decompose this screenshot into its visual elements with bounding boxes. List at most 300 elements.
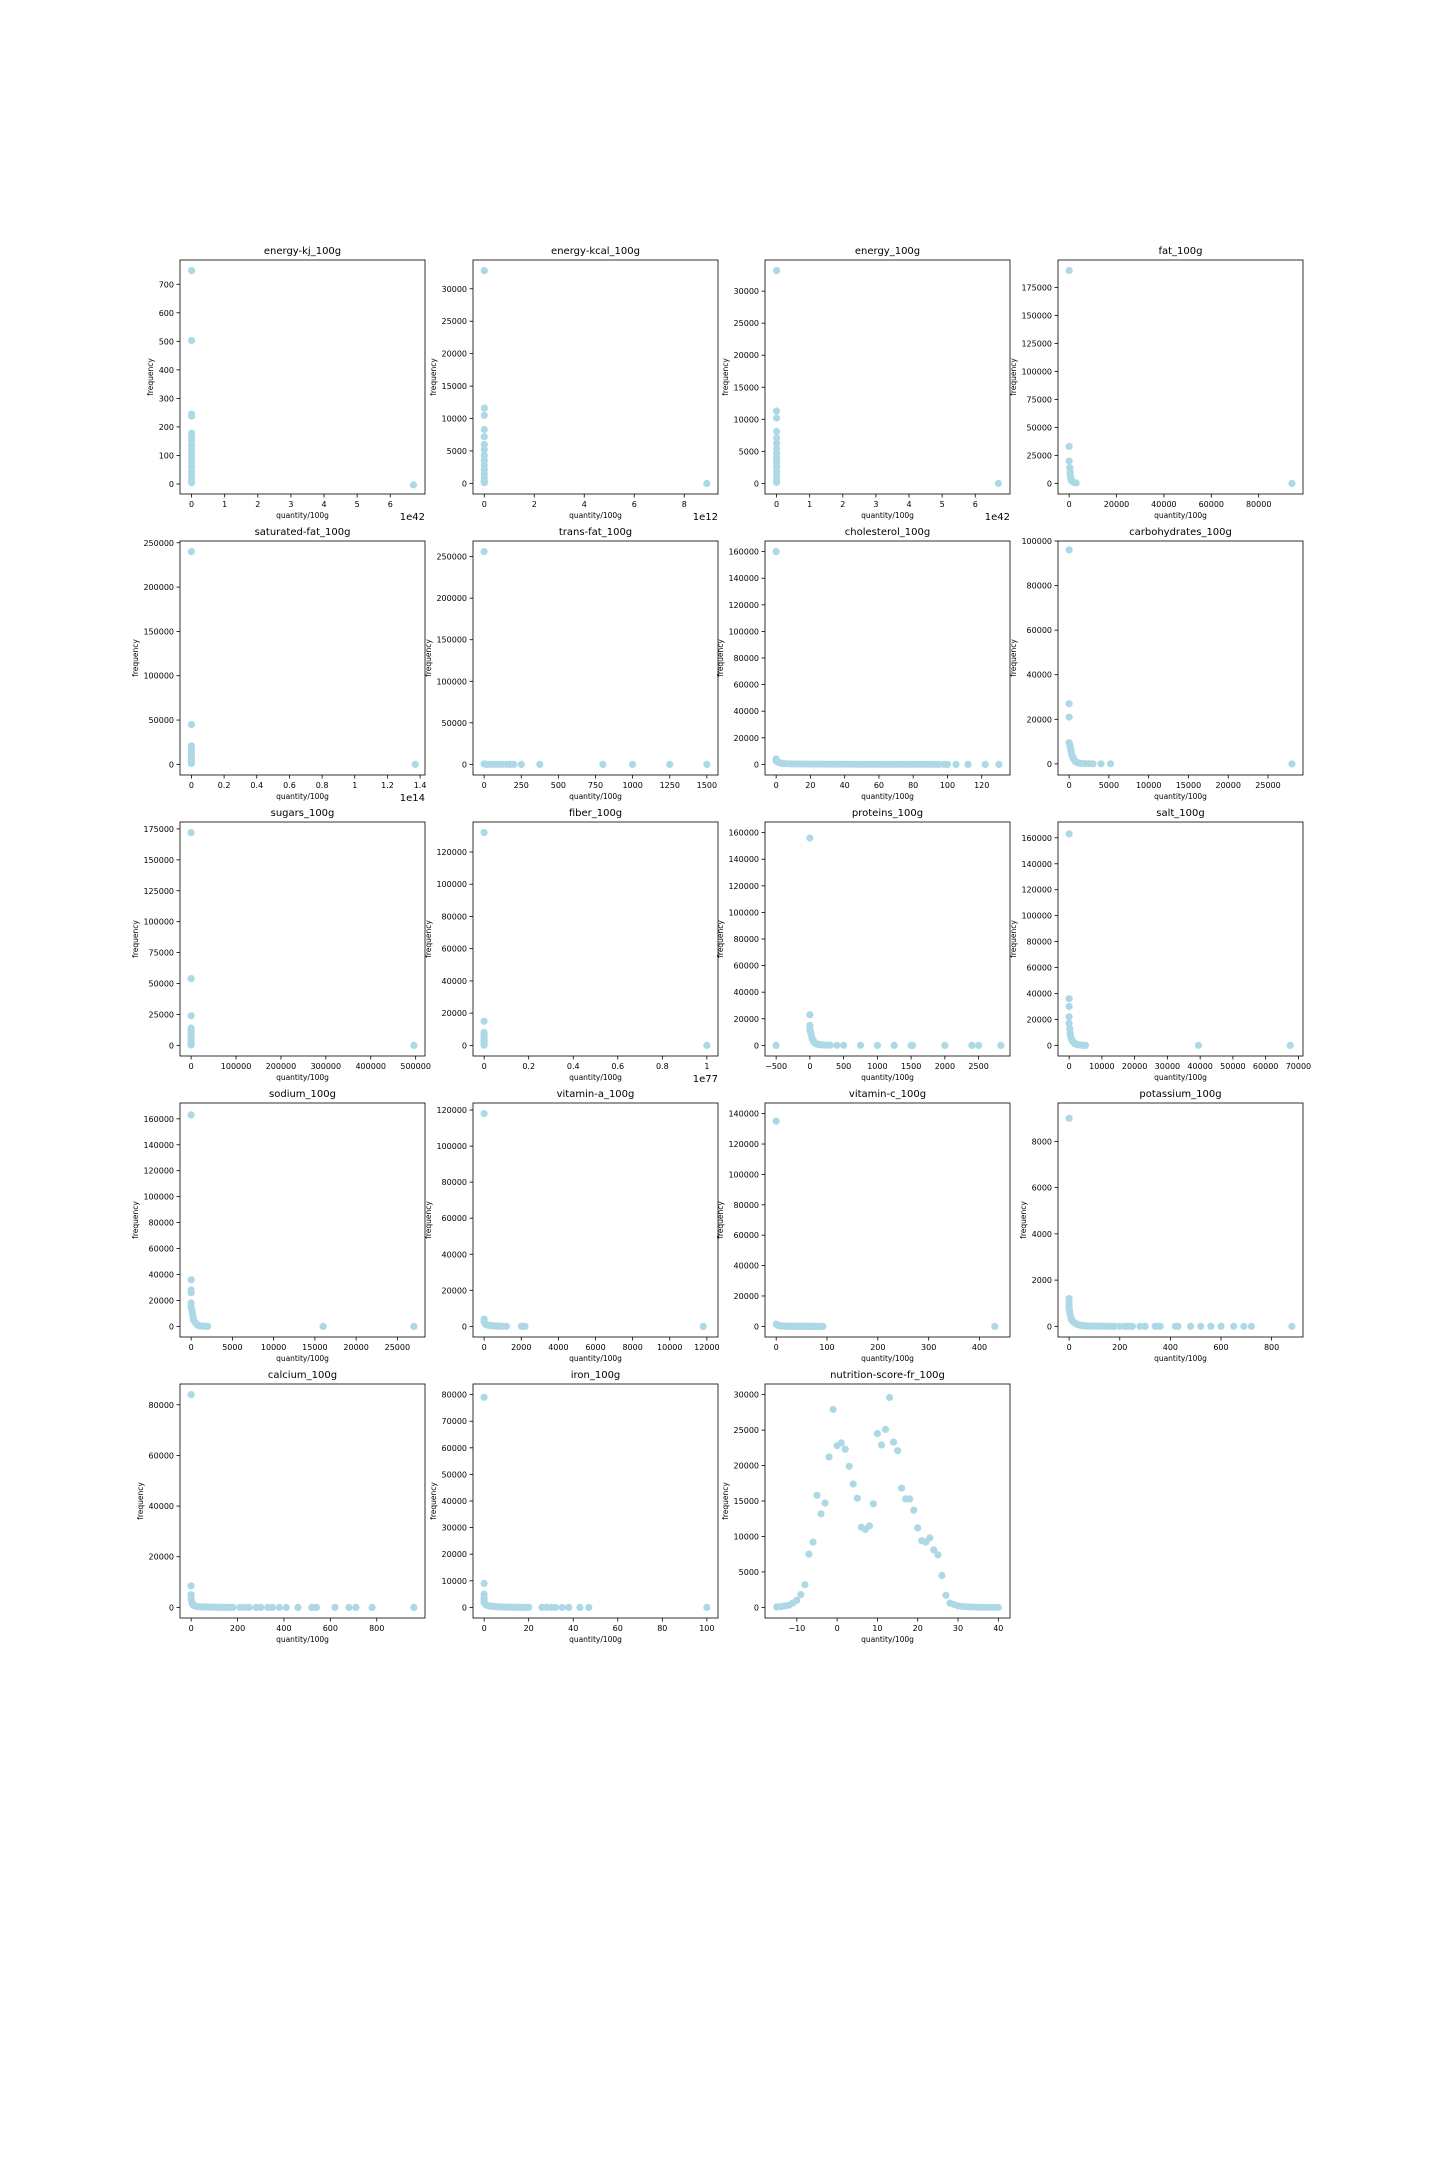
data-point xyxy=(188,1276,195,1283)
y-tick-label: 20000 xyxy=(733,1461,759,1471)
subplot-vitamin-a_100g xyxy=(424,1089,720,1363)
x-tick-label: 8 xyxy=(681,500,687,509)
data-point xyxy=(1066,443,1073,450)
y-tick-label: 10000 xyxy=(733,415,759,425)
x-tick-label: 2 xyxy=(840,500,846,509)
x-tick-label: 60 xyxy=(612,1624,623,1633)
data-point xyxy=(521,1323,528,1330)
data-point xyxy=(968,1042,975,1049)
y-tick-label: 60000 xyxy=(441,1214,467,1224)
y-tick-label: 80000 xyxy=(1026,581,1052,591)
y-tick-label: 8000 xyxy=(1031,1137,1052,1147)
data-point xyxy=(412,761,419,768)
x-tick-label: 0 xyxy=(807,1062,813,1071)
axes-frame xyxy=(1058,1103,1303,1337)
x-tick-label: 0.2 xyxy=(217,781,231,790)
subplot-title: cholesterol_100g xyxy=(844,527,931,538)
x-axis-label: quantity/100g xyxy=(276,1635,329,1644)
data-point xyxy=(313,1604,320,1611)
data-point xyxy=(878,1441,885,1448)
data-point xyxy=(703,1042,710,1049)
y-tick-label: 0 xyxy=(753,1041,759,1051)
x-tick-label: 0 xyxy=(774,500,780,509)
y-axis-label: frequency xyxy=(716,920,725,958)
y-tick-label: 0 xyxy=(168,760,174,770)
y-tick-label: 40000 xyxy=(148,1502,174,1512)
data-point xyxy=(294,1604,301,1611)
y-tick-label: 50000 xyxy=(441,718,467,728)
axes-frame xyxy=(180,541,425,775)
data-point xyxy=(481,267,488,274)
x-tick-label: 2000 xyxy=(511,1343,532,1352)
y-tick-label: 0 xyxy=(461,1041,467,1051)
data-point xyxy=(819,1323,826,1330)
data-point xyxy=(703,761,710,768)
x-tick-label: 20 xyxy=(523,1624,534,1633)
x-tick-label: 100 xyxy=(939,781,956,790)
data-point xyxy=(481,412,488,419)
data-point xyxy=(481,1042,488,1049)
subplot-sugars_100g xyxy=(131,808,431,1082)
data-point xyxy=(886,1394,893,1401)
x-tick-label: 20000 xyxy=(1103,500,1130,509)
data-point xyxy=(559,1604,566,1611)
data-point xyxy=(481,479,488,486)
axes-frame xyxy=(180,1384,425,1618)
x-axis-label: quantity/100g xyxy=(1154,1073,1207,1082)
data-point xyxy=(1129,1323,1136,1330)
x-offset-label: 1e12 xyxy=(692,512,718,523)
data-point xyxy=(991,1323,998,1330)
y-tick-label: 0 xyxy=(168,1322,174,1332)
y-tick-label: 0 xyxy=(1046,479,1052,489)
subplot-nutrition-score-fr_100g xyxy=(721,1370,1010,1644)
subplot-iron_100g xyxy=(429,1370,718,1644)
x-tick-label: 1000 xyxy=(867,1062,888,1071)
data-point xyxy=(188,1111,195,1118)
data-point xyxy=(842,1446,849,1453)
data-point xyxy=(809,1539,816,1546)
x-tick-label: −500 xyxy=(765,1062,788,1071)
y-tick-label: 140000 xyxy=(728,574,759,584)
data-point xyxy=(857,1042,864,1049)
x-tick-label: 15000 xyxy=(302,1343,328,1352)
x-tick-label: 20 xyxy=(912,1624,923,1633)
x-tick-label: 10000 xyxy=(1089,1062,1115,1071)
data-point xyxy=(481,405,488,412)
y-tick-label: 160000 xyxy=(1021,833,1052,843)
y-tick-label: 50000 xyxy=(148,979,174,989)
y-tick-label: 40000 xyxy=(148,1270,174,1280)
y-tick-label: 15000 xyxy=(441,382,467,392)
x-tick-label: 40 xyxy=(568,1624,579,1633)
x-tick-label: 10000 xyxy=(1135,781,1162,790)
data-point xyxy=(1240,1323,1247,1330)
y-tick-label: 150000 xyxy=(143,627,174,637)
y-tick-label: 40000 xyxy=(733,1261,759,1271)
data-point xyxy=(410,1604,417,1611)
y-tick-label: 4000 xyxy=(1031,1229,1052,1239)
axes-frame xyxy=(473,541,718,775)
x-axis-label: quantity/100g xyxy=(861,1354,914,1363)
y-tick-label: 0 xyxy=(461,1322,467,1332)
y-tick-label: 40000 xyxy=(733,988,759,998)
y-axis-label: frequency xyxy=(131,1201,140,1239)
x-tick-label: 3 xyxy=(288,500,294,509)
subplot-title: fiber_100g xyxy=(568,808,623,819)
data-point xyxy=(188,721,195,728)
data-point xyxy=(629,761,636,768)
y-tick-label: 60000 xyxy=(733,961,759,971)
y-tick-label: 0 xyxy=(753,479,759,489)
y-axis-label: frequency xyxy=(716,1201,725,1239)
x-axis-label: quantity/100g xyxy=(569,1073,622,1082)
data-point xyxy=(1288,480,1295,487)
x-offset-label: 1e77 xyxy=(692,1074,718,1085)
y-tick-label: 0 xyxy=(168,480,174,490)
subplot-sodium_100g xyxy=(131,1089,425,1363)
y-tick-label: 40000 xyxy=(441,1250,467,1260)
data-point xyxy=(838,1439,845,1446)
x-tick-label: 70000 xyxy=(1285,1062,1312,1071)
y-axis-label: frequency xyxy=(716,639,725,677)
x-tick-label: 30 xyxy=(952,1624,964,1633)
y-tick-label: 25000 xyxy=(733,1426,759,1436)
y-tick-label: 100000 xyxy=(143,917,174,927)
y-tick-label: 140000 xyxy=(728,855,759,865)
y-tick-label: 5000 xyxy=(738,447,759,457)
data-point xyxy=(257,1604,264,1611)
x-tick-label: 600 xyxy=(322,1624,338,1633)
data-point xyxy=(1066,546,1073,553)
y-tick-label: 75000 xyxy=(1026,395,1052,405)
subplot-title: proteins_100g xyxy=(851,808,924,819)
x-tick-label: 80 xyxy=(657,1624,668,1633)
x-tick-label: 0.4 xyxy=(250,781,264,790)
x-tick-label: 5 xyxy=(354,500,360,509)
x-tick-label: 120 xyxy=(974,781,990,790)
data-point xyxy=(874,1430,881,1437)
x-tick-label: 5 xyxy=(939,500,945,509)
x-tick-label: 0 xyxy=(188,781,194,790)
x-tick-label: 20000 xyxy=(343,1343,369,1352)
x-tick-label: 1250 xyxy=(659,781,680,790)
y-tick-label: 60000 xyxy=(148,1451,174,1461)
y-tick-label: 150000 xyxy=(143,855,174,865)
data-point xyxy=(909,1042,916,1049)
x-offset-label: 1e42 xyxy=(984,512,1010,523)
y-axis-label: frequency xyxy=(131,920,140,958)
y-tick-label: 80000 xyxy=(733,1200,759,1210)
subplot-title: energy_100g xyxy=(854,246,921,257)
x-tick-label: 4 xyxy=(906,500,912,509)
x-tick-label: 60000 xyxy=(1198,500,1225,509)
y-tick-label: 25000 xyxy=(148,1010,174,1020)
x-tick-label: 100 xyxy=(819,1343,835,1352)
y-tick-label: 20000 xyxy=(733,733,759,743)
y-tick-label: 140000 xyxy=(728,1109,759,1119)
x-tick-label: 5000 xyxy=(1098,781,1120,790)
data-point xyxy=(352,1604,359,1611)
data-point xyxy=(906,1495,913,1502)
data-point xyxy=(952,761,959,768)
y-tick-label: 100000 xyxy=(436,880,467,890)
x-tick-label: 200 xyxy=(1112,1343,1128,1352)
data-point xyxy=(773,1118,780,1125)
y-tick-label: 160000 xyxy=(143,1114,174,1124)
data-point xyxy=(1073,479,1080,486)
x-tick-label: 10000 xyxy=(657,1343,683,1352)
x-tick-label: 0.8 xyxy=(655,1062,669,1071)
x-tick-label: 25000 xyxy=(384,1343,411,1352)
subplot-cholesterol_100g xyxy=(716,527,1010,801)
data-point xyxy=(914,1524,921,1531)
y-tick-label: 25000 xyxy=(1026,451,1052,461)
x-tick-label: 40000 xyxy=(1187,1062,1213,1071)
y-tick-label: 80000 xyxy=(733,935,759,944)
x-tick-label: 1 xyxy=(807,500,813,509)
data-point xyxy=(995,480,1002,487)
subplot-title: vitamin-c_100g xyxy=(848,1089,927,1100)
data-point xyxy=(1107,760,1114,767)
data-point xyxy=(773,407,780,414)
data-point xyxy=(975,1042,982,1049)
y-tick-label: 100000 xyxy=(436,1142,467,1152)
data-point xyxy=(941,1042,948,1049)
x-tick-label: 60 xyxy=(873,781,885,790)
y-tick-label: 0 xyxy=(461,1603,467,1613)
data-point xyxy=(773,479,780,486)
y-tick-label: 5000 xyxy=(446,446,467,456)
y-tick-label: 20000 xyxy=(733,351,759,361)
data-point xyxy=(866,1522,873,1529)
y-tick-label: 60000 xyxy=(441,1443,467,1453)
data-point xyxy=(926,1534,933,1541)
x-tick-label: 6000 xyxy=(585,1343,606,1352)
data-point xyxy=(188,760,195,767)
data-point xyxy=(995,761,1002,768)
x-tick-label: 500 xyxy=(550,781,567,790)
y-tick-label: 50000 xyxy=(1026,423,1052,433)
x-axis-label: quantity/100g xyxy=(569,792,622,801)
y-tick-label: 175000 xyxy=(1021,283,1052,293)
data-point xyxy=(773,548,780,555)
y-tick-label: 200000 xyxy=(143,583,174,593)
data-point xyxy=(599,761,606,768)
data-point xyxy=(410,1042,417,1049)
data-point xyxy=(510,761,517,768)
y-tick-label: 700 xyxy=(158,280,174,290)
x-tick-label: 300000 xyxy=(310,1062,342,1071)
data-point xyxy=(536,761,543,768)
x-tick-label: 2 xyxy=(531,500,537,509)
x-tick-label: 6 xyxy=(631,500,637,509)
x-axis-label: quantity/100g xyxy=(276,1073,329,1082)
y-tick-label: 120000 xyxy=(1021,885,1052,895)
x-tick-label: 0 xyxy=(1066,500,1072,509)
y-tick-label: 100000 xyxy=(143,671,174,681)
y-tick-label: 100000 xyxy=(436,677,467,687)
axes-frame xyxy=(765,822,1010,1056)
y-tick-label: 100 xyxy=(158,451,174,461)
axes-frame xyxy=(1058,541,1303,775)
data-point xyxy=(269,1604,276,1611)
x-axis-label: quantity/100g xyxy=(1154,1354,1207,1363)
x-offset-label: 1e14 xyxy=(399,793,425,804)
x-tick-label: 1000 xyxy=(622,781,643,790)
x-tick-label: 25000 xyxy=(1255,781,1281,790)
subplot-title: vitamin-a_100g xyxy=(556,1089,635,1100)
x-tick-label: 500000 xyxy=(400,1062,431,1071)
y-tick-label: 20000 xyxy=(148,1296,174,1306)
data-point xyxy=(1066,1013,1073,1020)
subplot-potassium_100g xyxy=(1019,1089,1303,1363)
y-axis-label: frequency xyxy=(424,920,433,958)
data-point xyxy=(229,1604,236,1611)
y-tick-label: 120000 xyxy=(728,881,759,891)
data-point xyxy=(345,1604,352,1611)
x-tick-label: 3 xyxy=(873,500,879,509)
data-point xyxy=(188,479,195,486)
x-tick-label: 0 xyxy=(773,781,779,790)
y-tick-label: 175000 xyxy=(143,824,174,834)
data-point xyxy=(204,1323,211,1330)
data-point xyxy=(773,1042,780,1049)
data-point xyxy=(1157,1323,1164,1330)
y-tick-label: 150000 xyxy=(1021,311,1052,321)
x-tick-label: 40 xyxy=(993,1624,1004,1633)
x-tick-label: 4000 xyxy=(548,1343,569,1352)
y-tick-label: 120000 xyxy=(143,1166,174,1176)
x-tick-label: 20000 xyxy=(1121,1062,1148,1071)
x-axis-label: quantity/100g xyxy=(1154,792,1207,801)
data-point xyxy=(1066,700,1073,707)
data-point xyxy=(1288,1323,1295,1330)
y-tick-label: 0 xyxy=(1046,1041,1052,1051)
y-tick-label: 75000 xyxy=(148,948,174,958)
y-tick-label: 80000 xyxy=(148,1400,174,1410)
y-tick-label: 80000 xyxy=(1026,937,1052,947)
y-axis-label: frequency xyxy=(131,639,140,677)
y-tick-label: 30000 xyxy=(441,284,467,294)
data-point xyxy=(1066,714,1073,721)
x-tick-label: 0 xyxy=(834,1624,840,1633)
data-point xyxy=(481,426,488,433)
y-tick-label: 120000 xyxy=(728,600,759,610)
y-tick-label: 100000 xyxy=(143,1192,174,1202)
subplot-calcium_100g xyxy=(136,1370,425,1644)
data-point xyxy=(894,1447,901,1454)
x-tick-label: 20 xyxy=(805,781,816,790)
y-tick-label: 10000 xyxy=(441,414,467,424)
y-axis-label: frequency xyxy=(721,1482,730,1520)
data-point xyxy=(934,1551,941,1558)
x-tick-label: 800 xyxy=(1263,1343,1280,1352)
data-point xyxy=(850,1480,857,1487)
data-point xyxy=(666,761,673,768)
subplot-energy-kcal_100g xyxy=(429,246,718,523)
x-tick-label: 10000 xyxy=(260,1343,287,1352)
y-tick-label: 60000 xyxy=(1026,963,1052,973)
subplot-title: fat_100g xyxy=(1158,246,1203,257)
x-tick-label: 4 xyxy=(321,500,327,509)
y-tick-label: 200000 xyxy=(436,594,467,604)
x-tick-label: 2500 xyxy=(968,1062,989,1071)
y-tick-label: 20000 xyxy=(733,1014,759,1024)
y-tick-label: 0 xyxy=(1046,759,1052,769)
x-tick-label: 0 xyxy=(189,500,195,509)
y-tick-label: 100000 xyxy=(728,908,759,918)
x-tick-label: 8000 xyxy=(622,1343,643,1352)
y-tick-label: 0 xyxy=(753,760,759,770)
x-tick-label: 4 xyxy=(581,500,587,509)
data-point xyxy=(1287,1042,1294,1049)
y-tick-label: 30000 xyxy=(733,1390,759,1400)
x-tick-label: −10 xyxy=(788,1624,806,1633)
x-tick-label: 0 xyxy=(1066,781,1072,790)
y-tick-label: 6000 xyxy=(1031,1183,1052,1193)
x-offset-label: 1e42 xyxy=(399,512,425,523)
data-point xyxy=(703,480,710,487)
x-axis-label: quantity/100g xyxy=(861,1635,914,1644)
data-point xyxy=(703,1604,710,1611)
data-point xyxy=(518,761,525,768)
data-point xyxy=(1288,760,1295,767)
data-point xyxy=(833,1042,840,1049)
y-tick-label: 20000 xyxy=(441,1009,467,1019)
data-point xyxy=(1089,760,1096,767)
y-axis-label: frequency xyxy=(424,639,433,677)
data-point xyxy=(797,1591,804,1598)
data-point xyxy=(1066,267,1073,274)
x-tick-label: 0.4 xyxy=(566,1062,580,1071)
x-tick-label: 0 xyxy=(481,1624,487,1633)
subplot-energy_100g xyxy=(721,246,1010,523)
data-point xyxy=(944,761,951,768)
data-point xyxy=(891,1042,898,1049)
data-point xyxy=(827,1042,834,1049)
y-tick-label: 25000 xyxy=(733,319,759,329)
x-tick-label: 1.4 xyxy=(413,781,427,790)
data-point xyxy=(806,1011,813,1018)
y-tick-label: 0 xyxy=(1046,1322,1052,1332)
data-point xyxy=(801,1581,808,1588)
data-point xyxy=(938,1572,945,1579)
y-tick-label: 120000 xyxy=(436,1106,467,1116)
y-tick-label: 20000 xyxy=(441,349,467,359)
data-point xyxy=(188,1391,195,1398)
data-point xyxy=(846,1463,853,1470)
x-tick-label: 1500 xyxy=(696,781,718,790)
data-point xyxy=(1066,1003,1073,1010)
y-tick-label: 30000 xyxy=(733,287,759,297)
data-point xyxy=(1217,1323,1224,1330)
x-tick-label: 200 xyxy=(229,1624,246,1633)
data-point xyxy=(1174,1323,1181,1330)
y-tick-label: 600 xyxy=(158,308,174,318)
data-point xyxy=(410,1323,417,1330)
subplot-title: sugars_100g xyxy=(270,808,335,819)
y-tick-label: 15000 xyxy=(733,1497,759,1506)
x-tick-label: 250 xyxy=(513,781,529,790)
x-axis-label: quantity/100g xyxy=(276,511,329,520)
data-point xyxy=(481,1018,488,1025)
axes-frame xyxy=(765,1384,1010,1618)
x-tick-label: 40 xyxy=(839,781,850,790)
subplot-proteins_100g xyxy=(716,808,1010,1082)
y-tick-label: 50000 xyxy=(148,716,174,726)
y-tick-label: 40000 xyxy=(441,976,467,986)
